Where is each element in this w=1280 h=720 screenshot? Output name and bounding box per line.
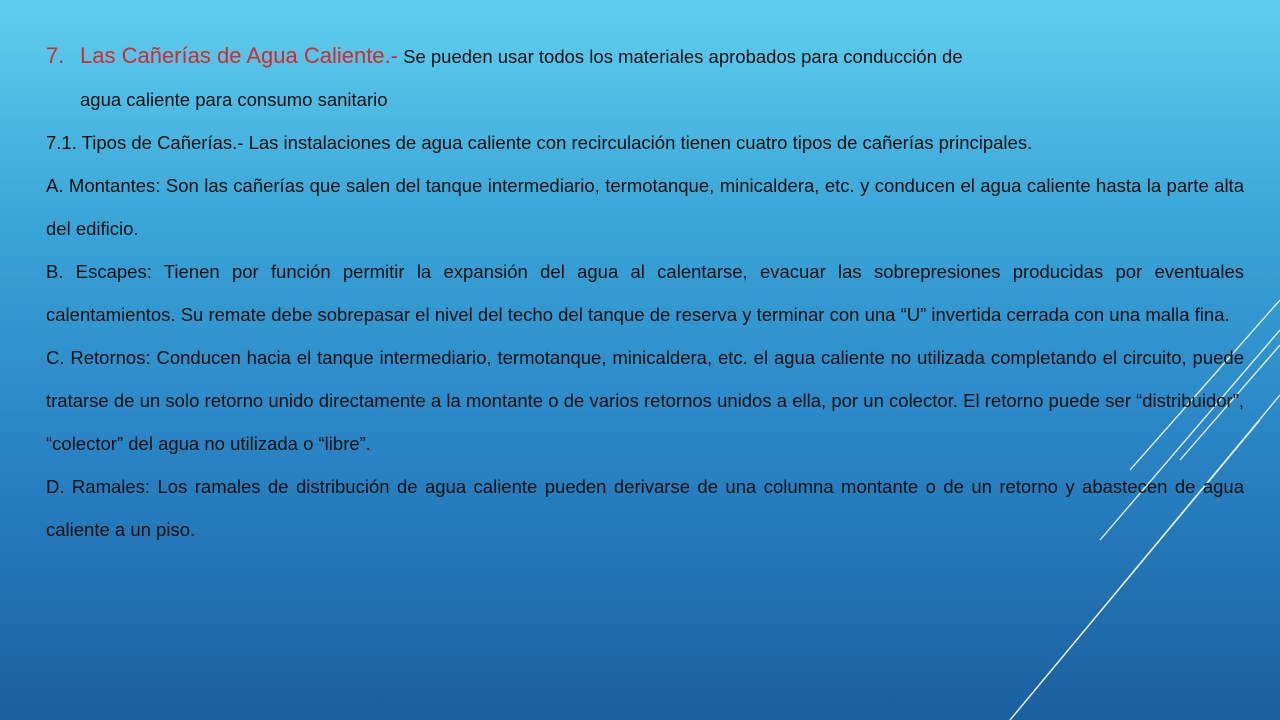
paragraph-montantes: A. Montantes: Son las cañerías que salen del tanque intermediario, termotanque, minicaldera, etc. y conducen el agua caliente hasta la parte alta del edificio. <box>46 175 1244 239</box>
section-title: Las Cañerías de Agua Caliente.- <box>80 43 398 68</box>
paragraph-escapes: B. Escapes: Tienen por función permitir la expansión del agua al calentarse, evacuar las sobrepresiones producidas por eventuales calentamientos. Su remate debe sobrepasar el nivel del techo del tanque de reserva y terminar con una “U” invertida cerrada con una malla fina. <box>46 261 1244 325</box>
slide-body <box>46 34 1244 551</box>
section-intro: Se pueden usar todos los materiales aprobados para conducción de <box>397 46 963 67</box>
paragraph-tipos: 7.1. Tipos de Cañerías.- Las instalaciones de agua caliente con recirculación tienen cuatro tipos de cañerías principales. <box>46 132 1033 153</box>
section-intro-continued: agua caliente para consumo sanitario <box>80 89 388 110</box>
paragraph-retornos: C. Retornos: Conducen hacia el tanque intermediario, termotanque, minicaldera, etc. el agua caliente no utilizada completando el circuito, puede tratarse de un solo retorno unido directamente a la montante o de varios retornos unidos a ella, por un colector. El retorno puede ser “distribuidor”, “colector” del agua no utilizada o “libre”. <box>46 347 1244 454</box>
section-number: 7. <box>46 43 65 68</box>
section-heading <box>46 34 1244 78</box>
paragraph-ramales: D. Ramales: Los ramales de distribución de agua caliente pueden derivarse de una columna montante o de un retorno y abastecen de agua caliente a un piso. <box>46 476 1244 540</box>
